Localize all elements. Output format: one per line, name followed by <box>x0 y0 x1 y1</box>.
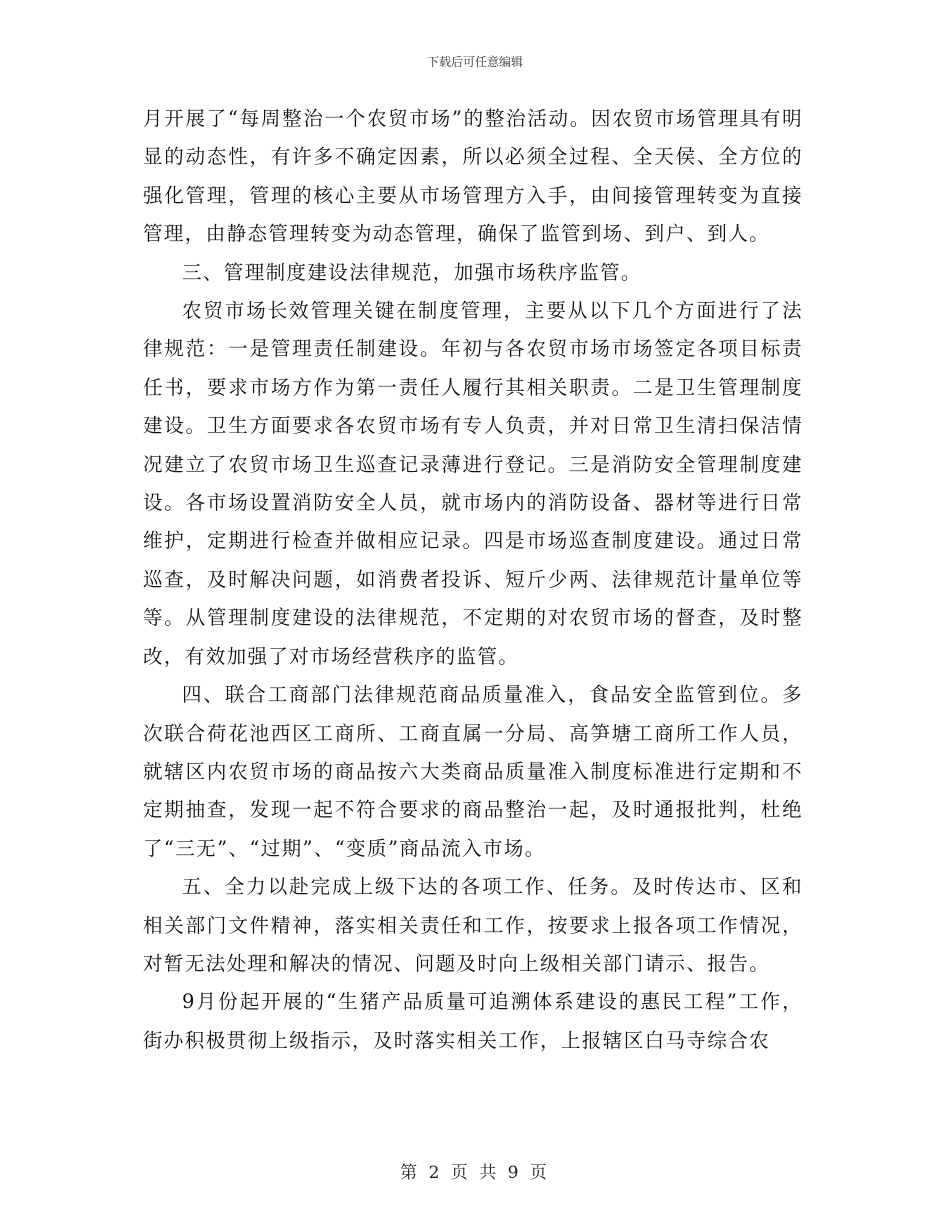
document-body <box>143 100 803 1060</box>
paragraph-2-heading: 三、管理制度建设法律规范，加强市场秩序监管。 <box>182 260 642 284</box>
paragraph-4: 四、联合工商部门法律规范商品质量准入，食品安全监管到位。多次联合荷花池西区工商所、工商直属一分局、高笋塘工商所工作人员，就辖区内农贸市场的商品按六大类商品质量准入制度标准进行定期和不定期抽查，发现一起不符合要求的商品整治一起，及时通报批判，杜绝了“三无”、“过期”、“变质”商品流入市场。 <box>143 683 803 860</box>
paragraph-5: 五、全力以赴完成上级下达的各项工作、任务。及时传达市、区和相关部门文件精神，落实相关责任和工作，按要求上报各项工作情况，对暂无法处理和解决的情况、问题及时向上级相关部门请示、报告。 <box>143 875 803 975</box>
paragraph-3: 农贸市场长效管理关键在制度管理，主要从以下几个方面进行了法律规范：一是管理责任制建设。年初与各农贸市场市场签定各项目标责任书，要求市场方作为第一责任人履行其相关职责。二是卫生管理制度建设。卫生方面要求各农贸市场有专人负责，并对日常卫生清扫保洁情况建立了农贸市场卫生巡查记录薄进行登记。三是消防安全管理制度建设。各市场设置消防安全人员，就市场内的消防设备、器材等进行日常维护，定期进行检查并做相应记录。四是市场巡查制度建设。通过日常巡查，及时解决问题，如消费者投诉、短斤少两、法律规范计量单位等等。从管理制度建设的法律规范，不定期的对农贸市场的督查，及时整改，有效加强了对市场经营秩序的监管。 <box>143 299 803 668</box>
paragraph-6: 9月份起开展的“生猪产品质量可追溯体系建设的惠民工程”工作，街办积极贯彻上级指示，及时落实相关工作，上报辖区白马寺综合农 <box>143 990 803 1052</box>
paragraph-1: 月开展了“每周整治一个农贸市场”的整治活动。因农贸市场管理具有明显的动态性，有许多不确定因素，所以必须全过程、全天侯、全方位的强化管理，管理的核心主要从市场管理方入手，由间接管理转变为直接管理，由静态管理转变为动态管理，确保了监管到场、到户、到人。 <box>143 107 803 246</box>
page-footer: 第 2 页 共 9 页 <box>400 1163 550 1183</box>
page-header: 下载后可任意编辑 <box>426 55 523 69</box>
